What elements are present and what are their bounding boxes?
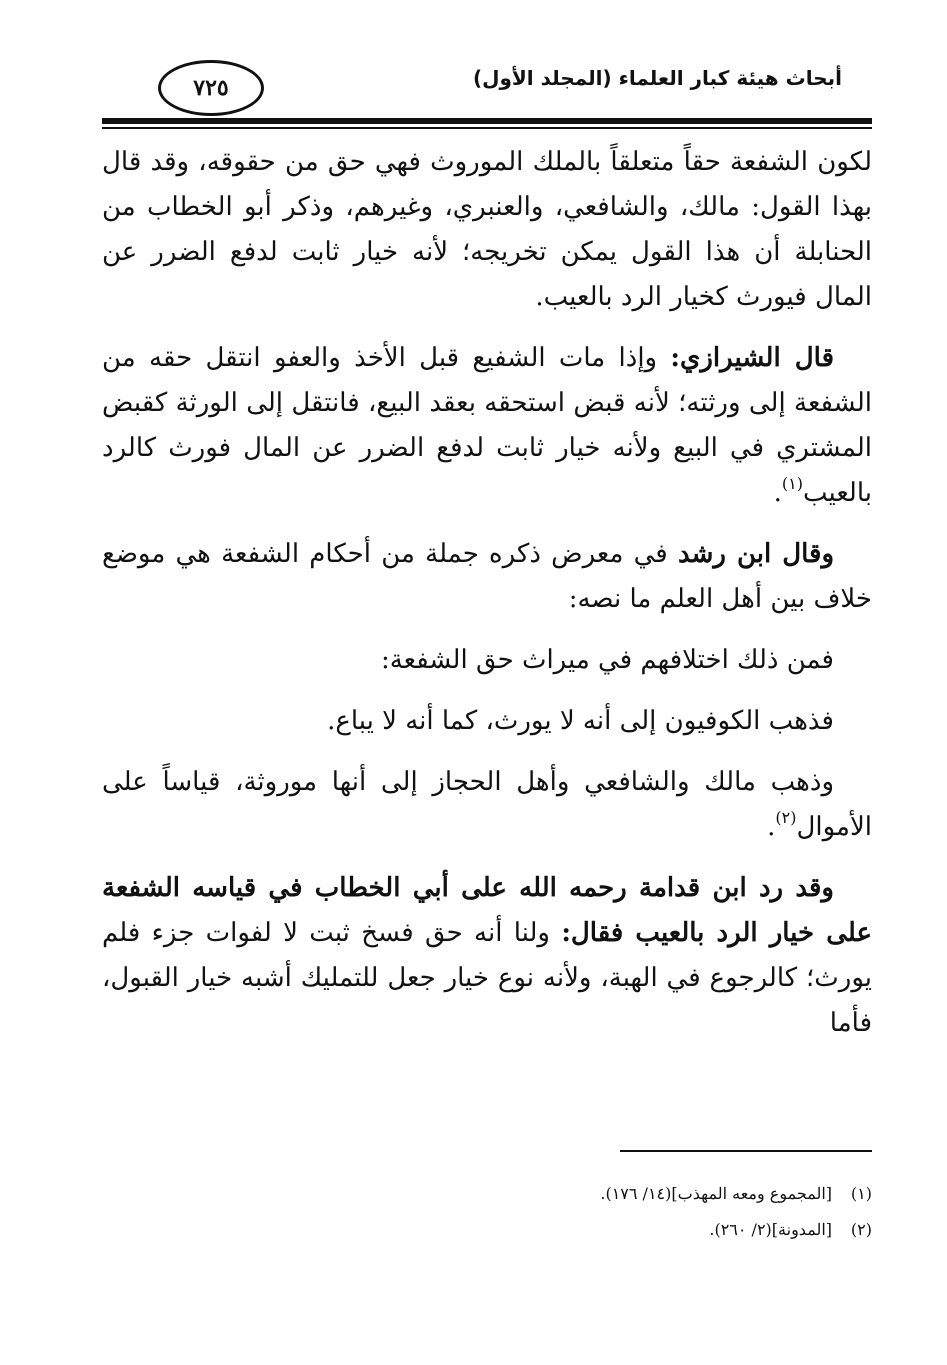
paragraph-7-text: ولنا أنه حق فسخ ثبت لا لفوات جزء فلم يورث؛ كالرجوع في الهبة، ولأنه نوع خيار جعل للتمليك أشبه خيار القبول، فأما [102,918,872,1038]
paragraph-7 [102,866,872,1046]
paragraph-5: فذهب الكوفيون إلى أنه لا يورث، كما أنه لا يباع. [327,706,834,736]
page-number-oval [158,60,264,116]
footnote-2 [102,1212,872,1248]
header-rule-thick [102,118,872,124]
paragraph-4: فمن ذلك اختلافهم في ميراث حق الشفعة: [380,645,834,675]
header-rule-thin [102,127,872,129]
footnote-ref-1[interactable]: (١) [781,474,803,493]
footnote-1-number: (١) [850,1184,872,1203]
paragraph-2-lead: قال الشيرازي: [670,343,834,373]
paragraph-2 [102,336,872,516]
paragraph-6-text: وذهب مالك والشافعي وأهل الحجاز إلى أنها موروثة، قياساً على الأموال [102,767,872,842]
paragraph-1: لكون الشفعة حقاً متعلقاً بالملك الموروث فهي حق من حقوقه، وقد قال بهذا القول: مالك، والشافعي، والعنبري، وغيرهم، وذكر أبو الخطاب من الحنابلة أن هذا القول يمكن تخريجه؛ لأنه خيار ثابت لدفع الضرر عن المال فيورث كخيار الرد بالعيب. [102,147,872,312]
paragraph-3-text: في معرض ذكره جملة من أحكام الشفعة هي موضع خلاف بين أهل العلم ما نصه: [102,539,872,614]
footnote-1 [102,1176,872,1212]
paragraph-2-text: وإذا مات الشفيع قبل الأخذ والعفو انتقل حقه من الشفعة إلى ورثته؛ لأنه قبض استحقه بعقد البيع، فانتقل إلى الورثة كقبض المشتري في البيع ولأنه خيار ثابت لدفع الضرر عن المال فورث كالرد بالعيب [102,343,872,508]
paragraph-3-lead: وقال ابن رشد [677,539,835,569]
footnote-separator [620,1150,872,1152]
paragraph-3 [102,532,872,622]
footnote-ref-2[interactable]: (٢) [775,808,797,827]
footnote-2-text: [المدونة](٢/ ٢٦٠). [709,1220,832,1239]
footnotes [102,1176,872,1248]
page-number: ٧٢٥ [193,75,229,101]
footnote-2-number: (٢) [850,1220,872,1239]
running-header-title: أبحاث هيئة كبار العلماء (المجلد الأول) [472,66,842,90]
footnote-1-text: [المجموع ومعه المهذب](١٤/ ١٧٦). [600,1184,832,1203]
paragraph-6 [102,760,872,850]
paragraph-7-lead: وقد رد ابن قدامة رحمه الله على أبي الخطاب في قياسه الشفعة على خيار الرد بالعيب فقال: [102,873,872,948]
body-text [102,140,872,1062]
paragraph-2-end: . [773,478,782,508]
paragraph-6-end: . [767,812,776,842]
